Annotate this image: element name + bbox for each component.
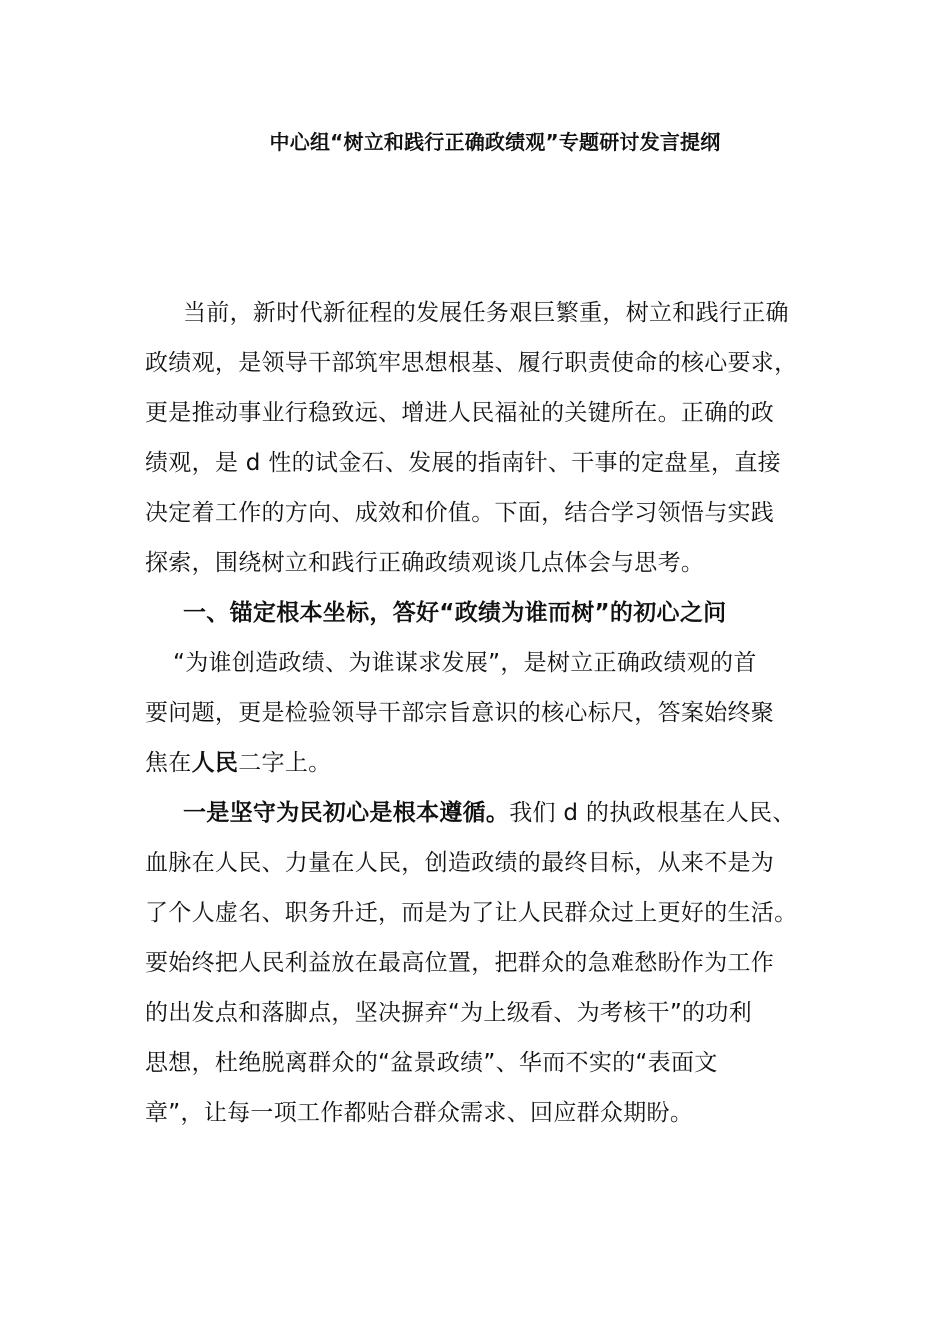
intro-line: 决定着工作的方向、成效和价值。下面，结合学习领悟与实践	[145, 500, 775, 526]
intro-line: 更是推动事业行稳致远、增进人民福祉的关键所在。正确的政	[145, 400, 775, 426]
section-heading: 一、锚定根本坐标，答好“政绩为谁而树”的初心之问	[183, 600, 727, 626]
section-paragraph-line: 要问题，更是检验领导干部宗旨意识的核心标尺，答案始终聚	[145, 700, 775, 726]
document-body	[145, 294, 835, 1144]
point-paragraph-line: 要始终把人民利益放在最高位置，把群众的急难愁盼作为工作	[145, 950, 775, 976]
intro-line: 当前，新时代新征程的发展任务艰巨繁重，树立和践行正确	[183, 300, 789, 326]
document-title: 中心组“树立和践行正确政绩观”专题研讨发言提纲	[269, 130, 721, 154]
point-paragraph-line: 思想，杜绝脱离群众的“盆景政绩”、华而不实的“表面文	[145, 1050, 718, 1076]
section-paragraph-line	[145, 744, 835, 794]
point-lead: 一是坚守为民初心是根本遵循。	[183, 800, 510, 826]
bold-emphasis: 人民	[191, 750, 239, 776]
text-run: 二字上。	[238, 750, 332, 776]
point-paragraph-line: 血脉在人民、力量在人民，创造政绩的最终目标，从来不是为	[145, 850, 775, 876]
point-paragraph-line: 的出发点和落脚点，坚决摒弃“为上级看、为考核干”的功利	[145, 1000, 752, 1026]
section-paragraph-line: “为谁创造政绩、为谁谋求发展”，是树立正确政绩观的首	[173, 650, 757, 676]
point-paragraph-line	[145, 794, 835, 844]
point-paragraph-line: 了个人虚名、职务升迁，而是为了让人民群众过上更好的生活。	[145, 900, 798, 926]
intro-line: 绩观，是 d 性的试金石、发展的指南针、干事的定盘星，直接	[145, 450, 781, 476]
text-run: 我们 d 的执政根基在人民、	[509, 800, 796, 826]
point-paragraph-line: 章”，让每一项工作都贴合群众需求、回应群众期盼。	[145, 1100, 694, 1126]
intro-line: 政绩观，是领导干部筑牢思想根基、履行职责使命的核心要求，	[145, 350, 798, 376]
text-run: 焦在	[145, 750, 192, 776]
intro-line: 探索，围绕树立和践行正确政绩观谈几点体会与思考。	[145, 550, 705, 576]
